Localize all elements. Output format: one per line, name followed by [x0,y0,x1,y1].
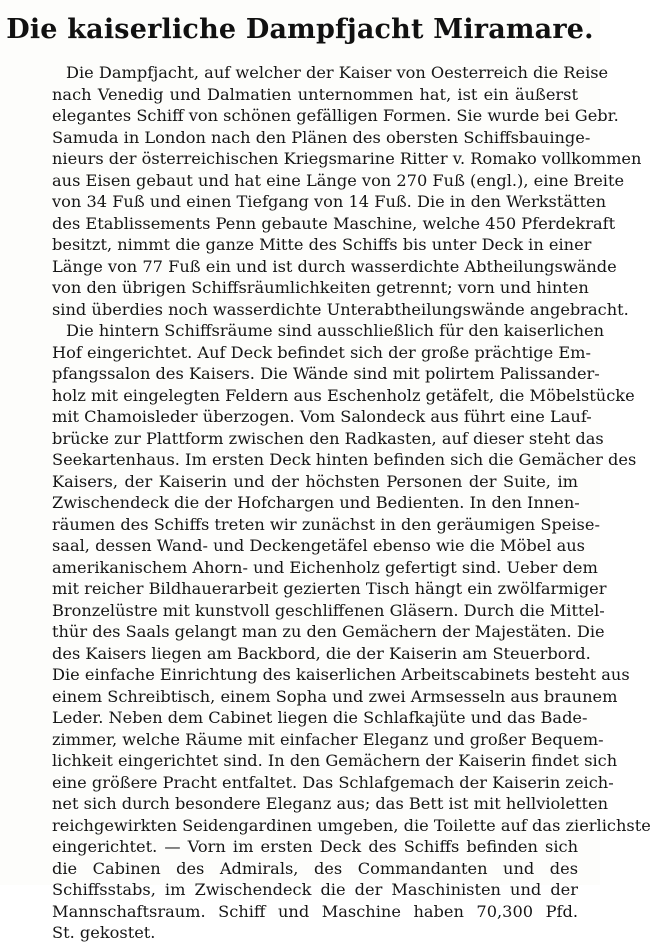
text-line: Die einfache Einrichtung des kaiserlichen Arbeitscabinets besteht aus [52,665,630,684]
text-line: pfangssalon des Kaisers. Die Wände sind mit polirtem Palissander- [52,364,600,383]
text-line: des Etablissements Penn gebaute Maschine, welche 450 Pferdekraft [52,213,616,233]
text-line: thür des Saals gelangt man zu den Gemächern der Majestäten. Die [52,622,605,641]
text-line: reichgewirkten Seidengardinen umgeben, die Toilette auf das zierlichste [52,815,651,835]
article-title: Die kaiserliche Dampfjacht Miramare. [6,14,594,45]
text-line: lichkeit eingerichtet sind. In den Gemächern der Kaiserin findet sich [52,751,618,770]
text-line: net sich durch besondere Eleganz aus; das Bett ist mit hellvioletten [52,794,609,813]
text-line: Länge von 77 Fuß ein und ist durch wasserdichte Abtheilungswände [52,256,617,276]
text-line: von 34 Fuß und einen Tiefgang von 14 Fuß. Die in den Werkstätten [52,192,607,211]
text-line: Bronzelüstre mit kunstvoll geschliffenen Gläsern. Durch die Mittel- [52,600,605,620]
text-line: holz mit eingelegten Feldern aus Eschenholz getäfelt, die Möbelstücke [52,385,635,405]
text-line: Samuda in London nach den Plänen des obersten Schiffsbauinge- [52,127,591,147]
text-line: Mannschaftsraum. Schiff und Maschine haben 70,300 Pfd. [52,901,578,921]
text-line: des Kaisers liegen am Backbord, die der Kaiserin am Steuerbord. [52,643,591,663]
text-line: zimmer, welche Räume mit einfacher Eleganz und großer Bequem- [52,729,604,749]
text-line: Zwischendeck die der Hofchargen und Bedienten. In den Innen- [52,493,580,512]
text-line: Hof eingerichtet. Auf Deck befindet sich der große prächtige Em- [52,342,591,362]
text-line: die Cabinen des Admirals, des Commandanten und des [52,858,578,878]
text-line: eingerichtet. — Vorn im ersten Deck des Schiffs befinden sich [52,837,578,856]
text-line: mit Chamoisleder überzogen. Vom Salondeck aus führt eine Lauf- [52,407,592,426]
text-line: nieurs der österreichischen Kriegsmarine Ritter v. Romako vollkommen [52,149,642,168]
text-line: besitzt, nimmt die ganze Mitte des Schiffs bis unter Deck in einer [52,235,592,254]
text-line: saal, dessen Wand- und Deckengetäfel ebenso wie die Möbel aus [52,536,585,555]
text-line: brücke zur Plattform zwischen den Radkasten, auf dieser steht das [52,428,604,448]
text-line: Leder. Neben dem Cabinet liegen die Schlafkajüte und das Bade- [52,708,588,727]
text-line: mit reicher Bildhauerarbeit gezierten Tisch hängt ein zwölfarmiger [52,579,607,598]
text-line: Die hintern Schiffsräume sind ausschließlich für den kaiserlichen [66,321,605,340]
text-line: amerikanischem Ahorn- und Eichenholz gefertigt sind. Ueber dem [52,557,598,577]
text-line: von den übrigen Schiffsräumlichkeiten getrennt; vorn und hinten [52,278,589,297]
text-line: sind überdies noch wasserdichte Unterabtheilungswände angebracht. [52,299,629,319]
text-line: Schiffsstabs, im Zwischendeck die der Maschinisten und der [52,880,578,899]
text-line: Seekartenhaus. Im ersten Deck hinten befinden sich die Gemächer des [52,450,637,469]
text-line: St. gekostet. [52,923,156,942]
text-line: aus Eisen gebaut und hat eine Länge von 270 Fuß (engl.), eine Breite [52,170,625,190]
text-line: Die Dampfjacht, auf welcher der Kaiser von Oesterreich die Reise [66,63,609,82]
text-line: Kaisers, der Kaiserin und der höchsten Personen der Suite, im [52,471,578,491]
text-line: nach Venedig und Dalmatien unternommen hat, ist ein äußerst [52,84,578,104]
text-line: räumen des Schiffs treten wir zunächst in den geräumigen Speise- [52,514,600,534]
text-line: einem Schreibtisch, einem Sopha und zwei Armsesseln aus braunem [52,686,618,706]
text-line: elegantes Schiff von schönen gefälligen Formen. Sie wurde bei Gebr. [52,106,619,125]
text-line: eine größere Pracht entfaltet. Das Schlafgemach der Kaiserin zeich- [52,772,614,792]
article-body [52,62,651,944]
